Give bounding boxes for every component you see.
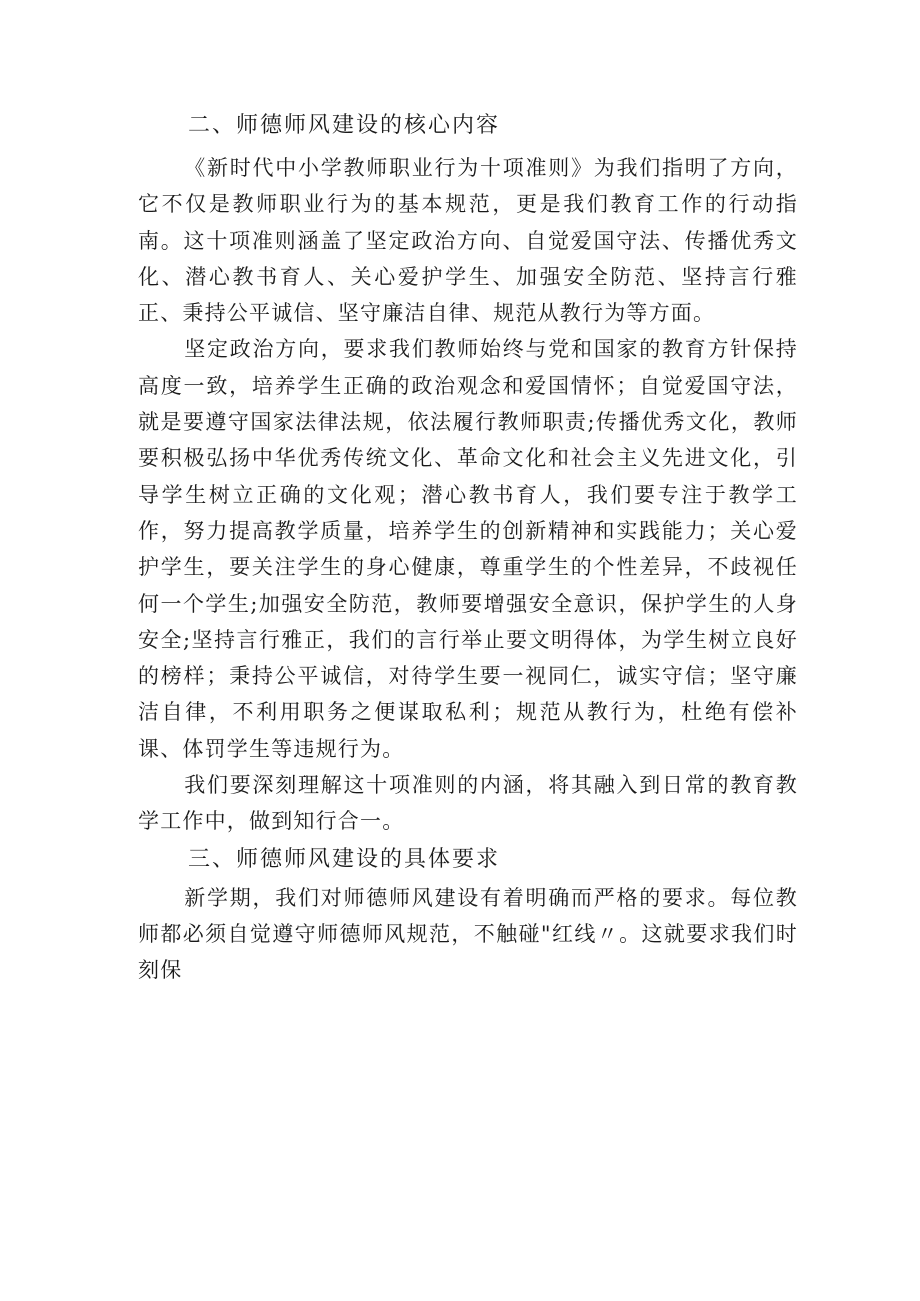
section-3-paragraph-1: 新学期，我们对师德师风建设有着明确而严格的要求。每位教师都必须自觉遵守师德师风规范，不触碰"红线〃。这就要求我们时刻保 [138, 885, 798, 983]
section-3-heading: 三、师德师风建设的具体要求 [188, 846, 501, 872]
section-2-heading: 二、师德师风建设的核心内容 [188, 113, 501, 138]
section-2-paragraph-2: 坚定政治方向，要求我们教师始终与党和国家的教育方针保持高度一致，培养学生正确的政治观念和爱国情怀；自觉爱国守法，就是要遵守国家法律法规，依法履行教师职责;传播优秀文化，教师要积极弘扬中华优秀传统文化、革命文化和社会主义先进文化，引导学生树立正确的文化观；潜心教书育人，我们要专注于教学工作，努力提高教学质量，培养学生的创新精神和实践能力；关心爱护学生，要关注学生的身心健康，尊重学生的个性差异，不歧视任何一个学生;加强安全防范，教师要增强安全意识，保护学生的人身安全;坚持言行雅正，我们的言行举止要文明得体，为学生树立良好的榜样；秉持公平诚信，对待学生要一视同仁，诚实守信；坚守廉洁自律，不利用职务之便谋取私利；规范从教行为，杜绝有偿补课、体罚学生等违规行为。 [138, 337, 798, 761]
section-2-paragraph-3: 我们要深刻理解这十项准则的内涵，将其融入到日常的教育教学工作中，做到知行合一。 [138, 773, 798, 834]
section-2-paragraph-1: 《新时代中小学教师职业行为十项准则》为我们指明了方向，它不仅是教师职业行为的基本规范，更是我们教育工作的行动指南。这十项准则涵盖了坚定政治方向、自觉爱国守法、传播优秀文化、潜心教书育人、关心爱护学生、加强安全防范、坚持言行雅正、秉持公平诚信、坚守廉洁自律、规范从教行为等方面。 [138, 156, 798, 326]
document-body [138, 106, 798, 989]
